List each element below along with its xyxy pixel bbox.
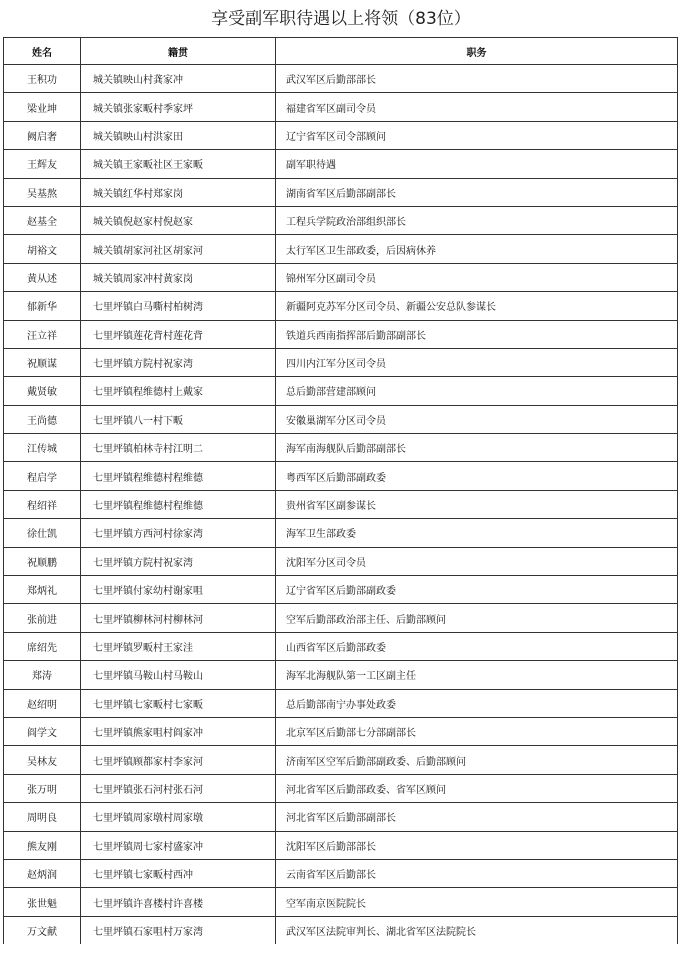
- cell-name: 赵绍明: [4, 689, 81, 717]
- cell-name: 胡裕文: [4, 235, 81, 263]
- cell-origin: 七里坪镇方院村祝家湾: [81, 547, 276, 575]
- cell-origin: 七里坪镇七家畈村西冲: [81, 859, 276, 887]
- header-name: 姓名: [4, 38, 81, 65]
- cell-name: 张万明: [4, 774, 81, 802]
- header-post: 职务: [276, 38, 678, 65]
- cell-name: 王辉友: [4, 150, 81, 178]
- table-row: [4, 490, 678, 518]
- cell-origin: 七里坪镇马鞍山村马鞍山: [81, 661, 276, 689]
- cell-name: 阙启奢: [4, 121, 81, 149]
- cell-origin: 七里坪镇许喜楼村许喜楼: [81, 888, 276, 916]
- table-row: [4, 831, 678, 859]
- cell-post: 海军卫生部政委: [276, 519, 678, 547]
- table-row: [4, 434, 678, 462]
- header-origin: 籍贯: [81, 38, 276, 65]
- cell-origin: 城关镇胡家河社区胡家河: [81, 235, 276, 263]
- cell-origin: 城关镇倪赵家村倪赵家: [81, 206, 276, 234]
- table-row: [4, 150, 678, 178]
- table-row: [4, 178, 678, 206]
- table-row: [4, 462, 678, 490]
- cell-name: 郑涛: [4, 661, 81, 689]
- table-row: [4, 661, 678, 689]
- cell-origin: 七里坪镇熊家咀村阎家冲: [81, 717, 276, 745]
- cell-post: 工程兵学院政治部组织部长: [276, 206, 678, 234]
- cell-name: 祝顺鹏: [4, 547, 81, 575]
- table-row: [4, 803, 678, 831]
- cell-post: 济南军区空军后勤部副政委、后勤部顾问: [276, 746, 678, 774]
- table-header-row: [4, 38, 678, 65]
- table-row: [4, 547, 678, 575]
- cell-post: 福建省军区副司令员: [276, 93, 678, 121]
- cell-name: 程启学: [4, 462, 81, 490]
- cell-origin: 城关镇红华村郑家岗: [81, 178, 276, 206]
- cell-name: 张前进: [4, 604, 81, 632]
- cell-origin: 城关镇映山村龚家冲: [81, 65, 276, 93]
- cell-name: 周明良: [4, 803, 81, 831]
- cell-post: 空军后勤部政治部主任、后勤部顾问: [276, 604, 678, 632]
- cell-origin: 七里坪镇八一村下畈: [81, 405, 276, 433]
- cell-origin: 七里坪镇罗畈村王家洼: [81, 632, 276, 660]
- cell-origin: 七里坪镇柏林寺村江明二: [81, 434, 276, 462]
- cell-name: 郑炳礼: [4, 576, 81, 604]
- table-row: [4, 65, 678, 93]
- cell-post: 总后勤部营建部顾问: [276, 377, 678, 405]
- cell-name: 阎学文: [4, 717, 81, 745]
- cell-name: 黄从述: [4, 263, 81, 291]
- table-row: [4, 916, 678, 944]
- cell-post: 辽宁省军区后勤部副政委: [276, 576, 678, 604]
- cell-post: 海军南海舰队后勤部副部长: [276, 434, 678, 462]
- generals-table: [3, 37, 678, 944]
- cell-post: 沈阳军分区司令员: [276, 547, 678, 575]
- cell-post: 河北省军区后勤部副部长: [276, 803, 678, 831]
- cell-name: 程绍祥: [4, 490, 81, 518]
- table-row: [4, 320, 678, 348]
- cell-name: 汪立祥: [4, 320, 81, 348]
- cell-name: 席绍先: [4, 632, 81, 660]
- cell-name: 江传城: [4, 434, 81, 462]
- cell-name: 吴基熬: [4, 178, 81, 206]
- table-row: [4, 377, 678, 405]
- cell-origin: 七里坪镇方院村祝家湾: [81, 348, 276, 376]
- table-row: [4, 292, 678, 320]
- table-row: [4, 717, 678, 745]
- cell-origin: 七里坪镇付家幼村谢家咀: [81, 576, 276, 604]
- cell-name: 梁业坤: [4, 93, 81, 121]
- table-row: [4, 859, 678, 887]
- cell-post: 四川内江军分区司令员: [276, 348, 678, 376]
- cell-post: 云南省军区后勤部长: [276, 859, 678, 887]
- cell-name: 戴贤敏: [4, 377, 81, 405]
- cell-post: 山西省军区后勤部政委: [276, 632, 678, 660]
- cell-origin: 城关镇映山村洪家田: [81, 121, 276, 149]
- cell-origin: 七里坪镇七家畈村七家畈: [81, 689, 276, 717]
- table-row: [4, 405, 678, 433]
- cell-name: 祝顺谋: [4, 348, 81, 376]
- cell-name: 王积功: [4, 65, 81, 93]
- cell-post: 锦州军分区副司令员: [276, 263, 678, 291]
- cell-name: 赵基全: [4, 206, 81, 234]
- cell-origin: 七里坪镇顾都家村李家河: [81, 746, 276, 774]
- table-row: [4, 632, 678, 660]
- cell-origin: 七里坪镇白马嘶村柏树湾: [81, 292, 276, 320]
- cell-post: 辽宁省军区司令部顾问: [276, 121, 678, 149]
- cell-origin: 城关镇王家畈社区王家畈: [81, 150, 276, 178]
- cell-post: 总后勤部南宁办事处政委: [276, 689, 678, 717]
- table-row: [4, 888, 678, 916]
- cell-post: 粤西军区后勤部副政委: [276, 462, 678, 490]
- cell-post: 武汉军区后勤部部长: [276, 65, 678, 93]
- cell-origin: 七里坪镇张石河村张石河: [81, 774, 276, 802]
- page-title: 享受副军职待遇以上将领（83位）: [211, 9, 471, 29]
- table-row: [4, 746, 678, 774]
- cell-origin: 七里坪镇程维德村程维德: [81, 490, 276, 518]
- cell-name: 徐仕凯: [4, 519, 81, 547]
- cell-post: 太行军区卫生部政委，后因病休养: [276, 235, 678, 263]
- cell-post: 湖南省军区后勤部副部长: [276, 178, 678, 206]
- cell-name: 郁新华: [4, 292, 81, 320]
- cell-post: 新疆阿克苏军分区司令员、新疆公安总队参谋长: [276, 292, 678, 320]
- table-row: [4, 689, 678, 717]
- cell-post: 海军北海舰队第一工区副主任: [276, 661, 678, 689]
- cell-post: 北京军区后勤部七分部副部长: [276, 717, 678, 745]
- cell-name: 赵炳润: [4, 859, 81, 887]
- cell-origin: 七里坪镇柳林河村柳林河: [81, 604, 276, 632]
- cell-name: 万文献: [4, 916, 81, 944]
- table-row: [4, 604, 678, 632]
- table-row: [4, 235, 678, 263]
- cell-name: 王尚德: [4, 405, 81, 433]
- table-row: [4, 519, 678, 547]
- table-row: [4, 93, 678, 121]
- table-row: [4, 348, 678, 376]
- cell-origin: 七里坪镇程维德村上戴家: [81, 377, 276, 405]
- cell-origin: 七里坪镇莲花背村莲花背: [81, 320, 276, 348]
- cell-origin: 七里坪镇方西河村徐家湾: [81, 519, 276, 547]
- cell-post: 河北省军区后勤部政委、省军区顾问: [276, 774, 678, 802]
- cell-name: 熊友刚: [4, 831, 81, 859]
- cell-name: 张世魁: [4, 888, 81, 916]
- table-row: [4, 121, 678, 149]
- cell-post: 贵州省军区副参谋长: [276, 490, 678, 518]
- table-row: [4, 774, 678, 802]
- cell-post: 安徽巢湖军分区司令员: [276, 405, 678, 433]
- cell-origin: 七里坪镇周家墩村周家墩: [81, 803, 276, 831]
- table-row: [4, 206, 678, 234]
- cell-name: 吴林友: [4, 746, 81, 774]
- cell-post: 空军南京医院院长: [276, 888, 678, 916]
- cell-post: 铁道兵西南指挥部后勤部副部长: [276, 320, 678, 348]
- cell-origin: 城关镇周家冲村黄家岗: [81, 263, 276, 291]
- cell-post: 副军职待遇: [276, 150, 678, 178]
- table-row: [4, 576, 678, 604]
- cell-post: 武汉军区法院审判长、湖北省军区法院院长: [276, 916, 678, 944]
- cell-origin: 七里坪镇程维德村程维德: [81, 462, 276, 490]
- table-row: [4, 263, 678, 291]
- cell-origin: 七里坪镇石家咀村万家湾: [81, 916, 276, 944]
- cell-origin: 城关镇张家畈村季家坪: [81, 93, 276, 121]
- cell-origin: 七里坪镇周七家村盛家冲: [81, 831, 276, 859]
- cell-post: 沈阳军区后勤部部长: [276, 831, 678, 859]
